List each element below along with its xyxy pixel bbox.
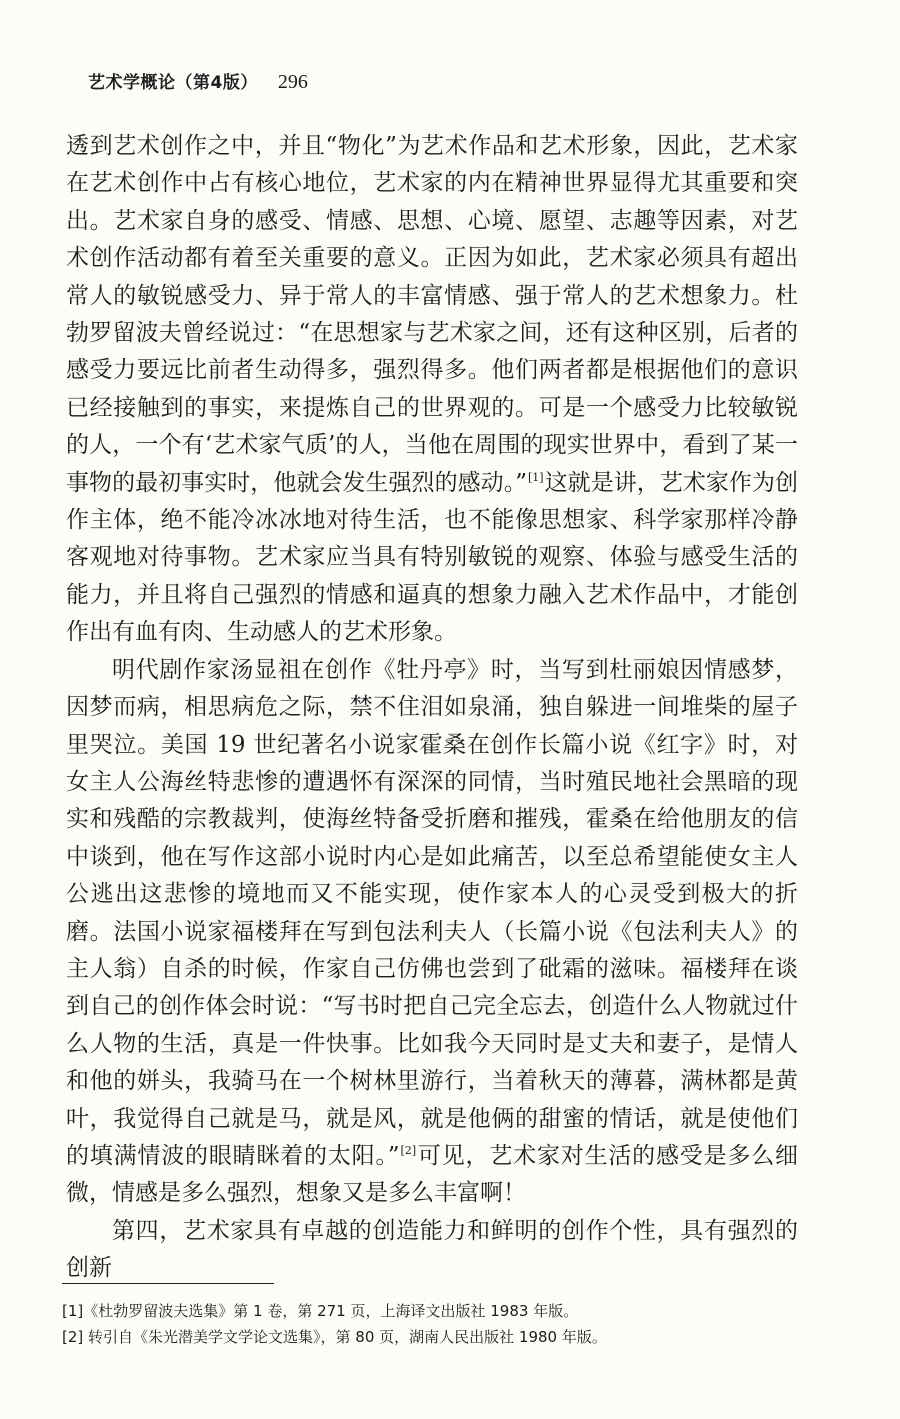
- footnote-1: [1]《杜勃罗留波夫选集》第 1 卷，第 271 页，上海译文出版社 1983 年版。: [62, 1302, 579, 1320]
- paragraph-2-text-a: 明代剧作家汤显祖在创作《牡丹亭》时，当写到杜丽娘因情感梦，因梦而病，相思病危之际，禁不住泪如泉涌，独自躲进一间堆柴的屋子里哭泣。美国 19 世纪著名小说家霍桑在创作长篇小说《红字》时，对女主人公海丝特悲惨的遭遇怀有深深的同情，当时殖民地社会黑暗的现实和残酷的宗教裁判，使海丝特备受折磨和摧残，霍桑在给他朋友的信中谈到，他在写作这部小说时内心是如此痛苦，以至总希望能使女主人公逃出这悲惨的境地而又不能实现，使作家本人的心灵受到极大的折磨。法国小说家福楼拜在写到包法利夫人（长篇小说《包法利夫人》的主人翁）自杀的时候，作家自己仿佛也尝到了砒霜的滋味。福楼拜在谈到自己的创作体会时说：“写书时把自己完全忘去，创造什么人物就过什么人物的生活，真是一件快事。比如我今天同时是丈夫和妻子，是情人和他的姘头，我骑马在一个树林里游行，当着秋天的薄暮，满林都是黄叶，我觉得自己就是马，就是风，就是他俩的甜蜜的情话，就是使他们的填满情波的眼睛眯着的太阳。”: [66, 656, 798, 1169]
- paragraph-2: [66, 652, 798, 1213]
- paragraph-1: [66, 128, 798, 652]
- book-title: 艺术学概论（第4版）: [88, 73, 258, 93]
- paragraph-1-text-b: 这就是讲，艺术家作为创作主体，绝不能冷冰冰地对待生活，也不能像思想家、科学家那样冷静客观地对待事物。艺术家应当具有特别敏锐的观察、体验与感受生活的能力，并且将自己强烈的情感和逼真的想象力融入艺术作品中，才能创作出有血有肉、生动感人的艺术形象。: [66, 469, 798, 646]
- paragraph-3: 第四，艺术家具有卓越的创造能力和鲜明的创作个性，具有强烈的创新: [66, 1217, 798, 1282]
- footnote-divider: [62, 1283, 274, 1284]
- paragraph-2-text-b: 可见，艺术家对生活的感受是多么细微，情感是多么强烈，想象又是多么丰富啊！: [66, 1142, 798, 1207]
- paragraph-1-text-a: 透到艺术创作之中，并且“物化”为艺术作品和艺术形象，因此，艺术家在艺术创作中占有核心地位，艺术家的内在精神世界显得尤其重要和突出。艺术家自身的感受、情感、思想、心境、愿望、志趣等因素，对艺术创作活动都有着至关重要的意义。正因为如此，艺术家必须具有超出常人的敏锐感受力、异于常人的丰富情感、强于常人的艺术想象力。杜勃罗留波夫曾经说过：“在思想家与艺术家之间，还有这种区别，后者的感受力要远比前者生动得多，强烈得多。他们两者都是根据他们的意识已经接触到的事实，来提炼自己的世界观的。可是一个感受力比较敏锐的人，一个有‘艺术家气质’的人，当他在周围的现实世界中，看到了某一事物的最初事实时，他就会发生强烈的感动。”: [66, 133, 798, 496]
- footnote-ref-2: [2]: [400, 1144, 417, 1158]
- footnote-2: [2] 转引自《朱光潜美学文学论文选集》，第 80 页，湖南人民出版社 1980 年版。: [62, 1328, 607, 1346]
- page-number: 296: [277, 71, 308, 93]
- running-header: [88, 68, 308, 94]
- footnotes: [62, 1298, 822, 1350]
- main-text: [66, 128, 798, 1288]
- footnote-ref-1: [1]: [528, 471, 544, 484]
